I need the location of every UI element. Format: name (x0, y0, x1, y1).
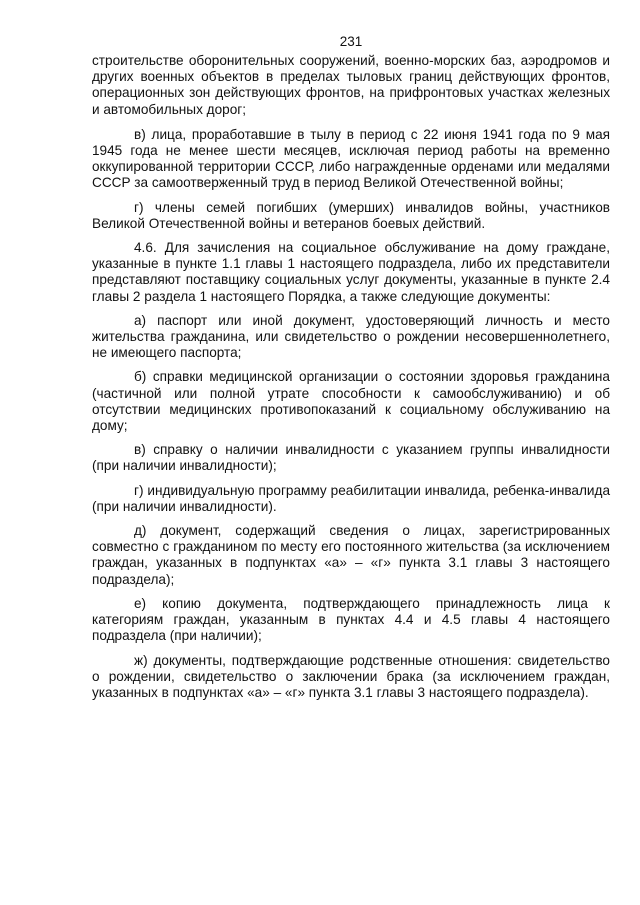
paragraph-item-b-medical-certificates: б) справки медицинской организации о состоянии здоровья гражданина (частичной или полной утрате способности к самообслуживанию) и об отсутствии медицинских противопоказаний к социальному обслуживанию на дому; (92, 369, 610, 434)
paragraph-item-v-disability-certificate: в) справку о наличии инвалидности с указанием группы инвалидности (при наличии инвалидности); (92, 442, 610, 474)
paragraph-item-d-residents-document: д) документ, содержащий сведения о лицах, зарегистрированных совместно с гражданином по месту его постоянного жительства (за исключением граждан, указанных в подпунктах «а» – «г» пункта 3.1 главы 3 настоящего подраздела); (92, 523, 610, 587)
page-number: 231 (339, 34, 363, 49)
paragraph-item-zh-kinship-documents: ж) документы, подтверждающие родственные отношения: свидетельство о рождении, свидетельство о заключении брака (за исключением граждан, указанных в подпунктах «а» – «г» пункта 3.1 главы 3 настоящего подраздела). (92, 652, 610, 700)
paragraph-item-e-category-document: е) копию документа, подтверждающего принадлежность лица к категориям граждан, указанным в пунктах 4.4 и 4.5 главы 4 настоящего подраздела (при наличии); (92, 595, 610, 644)
paragraph-item-g-rehabilitation-program: г) индивидуальную программу реабилитации инвалида, ребенка-инвалида (при наличии инвалидности). (92, 482, 610, 514)
paragraph-item-v-rear-workers: в) лица, проработавшие в тылу в период с 22 июня 1941 года по 9 мая 1945 года не менее шести месяцев, исключая период работы на временно оккупированной территории СССР, либо награжденные орденами или медалями СССР за самоотверженный труд в период Великой Отечественной войны; (92, 126, 610, 191)
paragraph-4-6: 4.6. Для зачисления на социальное обслуживание на дому граждане, указанные в пункте 1.1 главы 1 настоящего подраздела, либо их представители представляют поставщику социальных услуг документы, указанные в пункте 2.4 главы 2 раздела 1 настоящего Порядка, а также следующие документы: (92, 240, 610, 304)
paragraph-continuation: строительстве оборонительных сооружений, военно-морских баз, аэродромов и других военных объектов в пределах тыловых границ действующих фронтов, операционных зон действующих фронтов, на прифронтовых участках железных и автомобильных дорог; (92, 53, 610, 117)
paragraph-item-a-passport: а) паспорт или иной документ, удостоверяющий личность и место жительства гражданина, или свидетельство о рождении несовершеннолетнего, не имеющего паспорта; (92, 312, 610, 361)
paragraph-item-g-family-members: г) члены семей погибших (умерших) инвалидов войны, участников Великой Отечественной войны и ветеранов боевых действий. (92, 199, 610, 231)
